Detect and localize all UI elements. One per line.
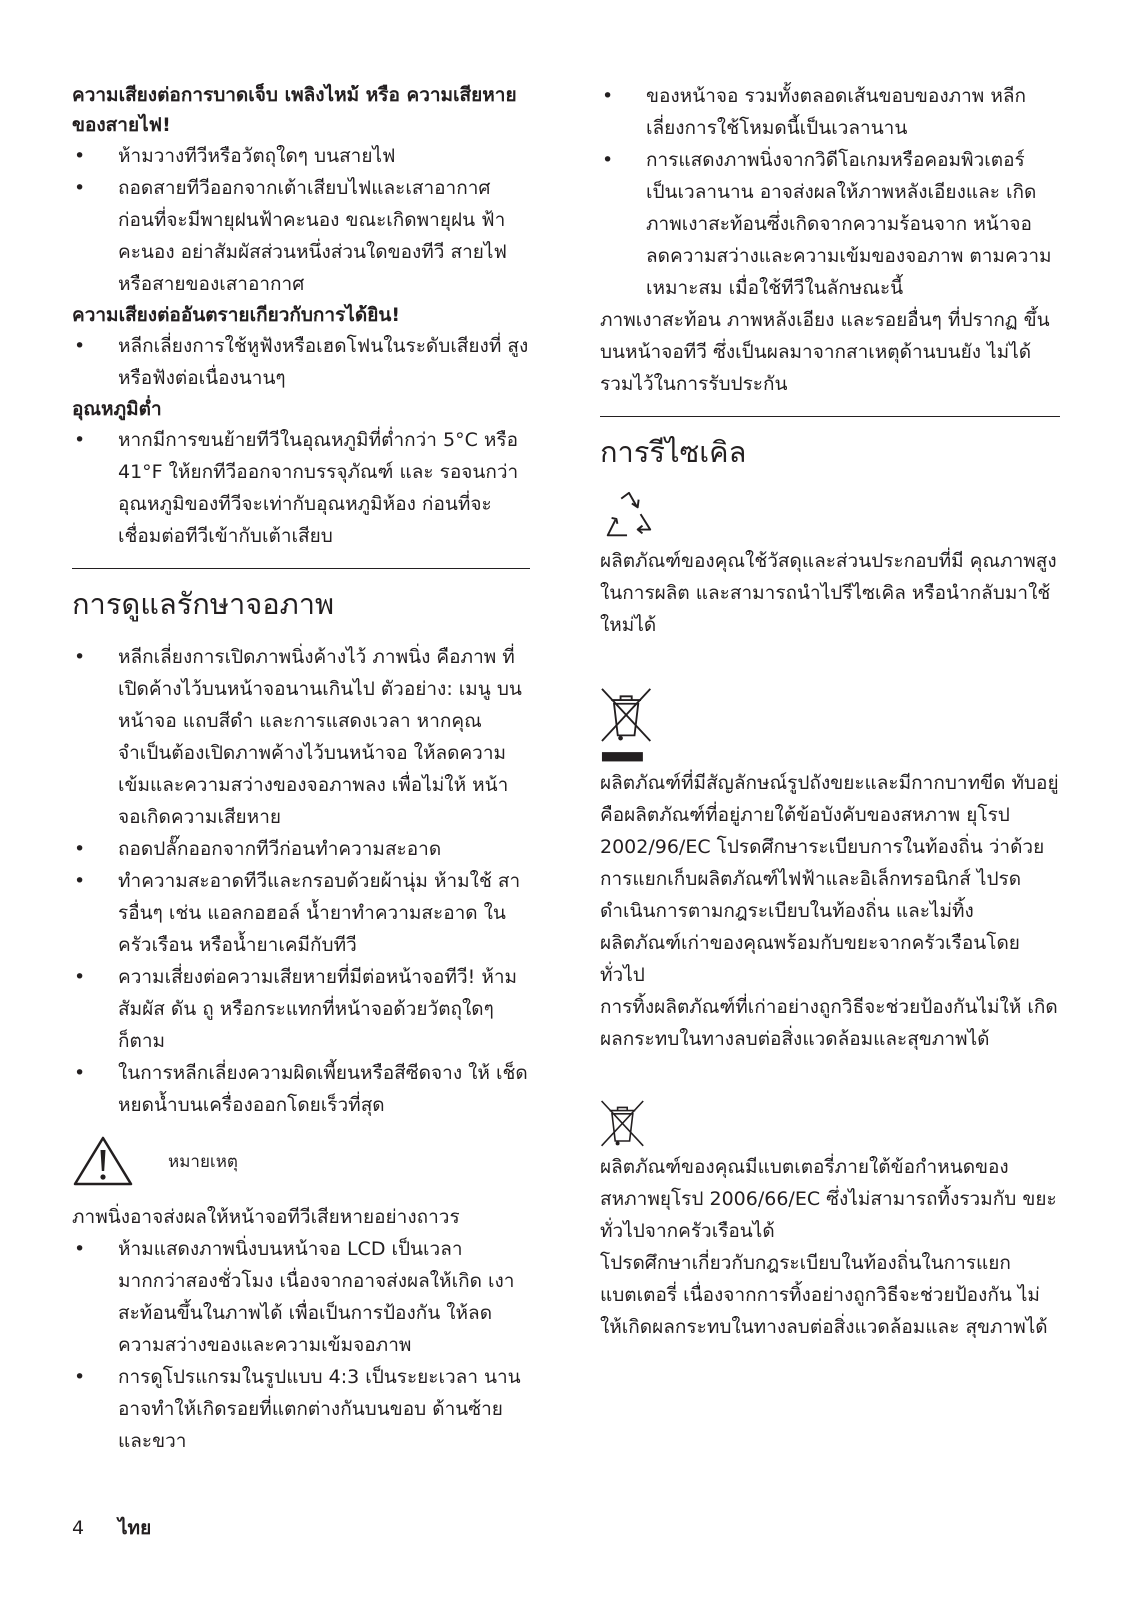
continued-list: [600, 80, 1060, 304]
note-label: หมายเหตุ: [168, 1151, 238, 1172]
note-box: [72, 1135, 530, 1187]
bullet-item: • ของหน้าจอ รวมทั้งตลอดเส้นขอบของภาพ หลีกเลี่ยงการใช้โหมดนี้เป็นเวลานาน: [600, 80, 1060, 144]
screen-care-list: [72, 641, 530, 1121]
battery-paragraph-2: โปรดศึกษาเกี่ยวกับกฎระเบียบในท้องถิ่นในการแยก แบตเตอรี่ เนื่องจากการทิ้งอย่างถูกวิธีจะช่วยป้องกัน ไม่ให้เกิดผลกระทบในทางลบต่อสิ่งแวดล้อมและ สุขภาพได้: [600, 1252, 1048, 1338]
recycle-title: การรีไซเคิล: [600, 435, 747, 469]
warranty-paragraph: ภาพเงาสะท้อน ภาพหลังเอียง และรอยอื่นๆ ที่ปรากฏ ขึ้นบนหน้าจอทีวี ซึ่งเป็นผลมาจากสาเหตุด้านบนยัง ไม่ได้รวมไว้ในการรับประกัน: [600, 309, 1050, 395]
bullet-item: • การแสดงภาพนิ่งจากวิดีโอเกมหรือคอมพิวเตอร์ เป็นเวลานาน อาจส่งผลให้ภาพหลังเอียงและ เกิดภาพเงาสะท้อนซึ่งเกิดจากความร้อนจาก หน้าจอ ลดความสว่างและความเข้มของจอภาพ ตามความเหมาะสม เมื่อใช้ทีวีในลักษณะนี้: [600, 144, 1060, 304]
weee-paragraph-1: ผลิตภัณฑ์ที่มีสัญลักษณ์รูปถังขยะและมีกากบาทขีด ทับอยู่ คือผลิตภัณฑ์ที่อยู่ภายใต้ข้อบังคับของสหภาพ ยุโรป 2002/96/EC โปรดศึกษาระเบียบการในท้องถิ่น ว่าด้วยการแยกเก็บผลิตภัณฑ์ไฟฟ้าและอิเล็กทรอนิกส์ ไปรดดำเนินการตามกฎระเบียบในท้องถิ่น และไม่ทิ้ง ผลิตภัณฑ์เก่าของคุณพร้อมกับขยะจากครัวเรือนโดย ทั่วไป: [600, 772, 1059, 986]
note-list: [72, 1233, 530, 1457]
hearing-heading: ความเสียงต่ออันตรายเกียวกับการได้ยิน!: [72, 304, 400, 326]
section-divider: [72, 568, 530, 569]
bullet-item: • หลีกเลี่ยงการใช้หูฟังหรือเฮดโฟนในระดับเสียงที่ สูงหรือฟังต่อเนื่องนานๆ: [72, 330, 530, 394]
warn-injury-list: [72, 140, 530, 300]
bullet-item: • ในการหลีกเลี่ยงความผิดเพี้ยนหรือสีซีดจาง ให้ เช็ดหยดน้ำบนเครื่องออกโดยเร็วที่สุด: [72, 1057, 530, 1121]
recycle-icon: [600, 489, 656, 545]
left-column: [72, 80, 530, 1457]
note-intro: ภาพนิ่งอาจส่งผลให้หน้าจอทีวีเสียหายอย่างถาวร: [72, 1206, 460, 1228]
bullet-item: • หากมีการขนย้ายทีวีในอุณหภูมิที่ต่ำกว่า 5°C หรือ 41°F ให้ยกทีวีออกจากบรรจุภัณฑ์ และ รอจนกว่าอุณหภูมิของทีวีจะเท่ากับอุณหภูมิห้อง ก่อนที่จะเชื่อมต่อทีวีเข้ากับเต้าเสียบ: [72, 424, 530, 552]
hearing-list: [72, 330, 530, 394]
bullet-item: • หลีกเลี่ยงการเปิดภาพนิ่งค้างไว้ ภาพนิ่ง คือภาพ ที่เปิดค้างไว้บนหน้าจอนานเกินไป ตัวอย่าง: เมนู บนหน้าจอ แถบสีดำ และการแสดงเวลา หากคุณ จำเป็นต้องเปิดภาพค้างไว้บนหน้าจอ ให้ลดความ เข้มและความสว่างของจอภาพลง เพื่อไม่ให้ หน้าจอเกิดความเสียหาย: [72, 641, 530, 833]
right-column: [600, 80, 1060, 1343]
section-divider: [600, 416, 1060, 417]
warn-injury-heading: ความเสียงต่อการบาดเจ็บ เพลิงไหม้ หรือ ความเสียหายของสายไฟ!: [72, 84, 517, 136]
bullet-item: • ถอดปลั๊กออกจากทีวีก่อนทำความสะอาด: [72, 833, 530, 865]
bullet-item: • การดูโปรแกรมในรูปแบบ 4:3 เป็นระยะเวลา นานอาจทำให้เกิดรอยที่แตกต่างกันบนขอบ ด้านซ้ายและขวา: [72, 1361, 530, 1457]
low-temp-heading: อุณหภูมิต่ำ: [72, 398, 162, 420]
bullet-item: • ความเสี่ยงต่อความเสียหายที่มีต่อหน้าจอทีวี! ห้าม สัมผัส ดัน ถู หรือกระแทกที่หน้าจอด้วยวัตถุใดๆ ก็ตาม: [72, 961, 530, 1057]
crossed-battery-bin-icon: [600, 1099, 648, 1151]
page-number: 4: [72, 1517, 85, 1539]
bullet-item: • ทำความสะอาดทีวีและกรอบด้วยผ้านุ่ม ห้ามใช้ สารอื่นๆ เช่น แอลกอฮอล์ น้ำยาทำความสะอาด ในครัวเรือน หรือน้ำยาเคมีกับทีวี: [72, 865, 530, 961]
page-language: ไทย: [118, 1517, 152, 1539]
warning-triangle-icon: [72, 1135, 134, 1187]
bullet-item: • ห้ามแสดงภาพนิ่งบนหน้าจอ LCD เป็นเวลา มากกว่าสองชั่วโมง เนื่องจากอาจส่งผลให้เกิด เงาสะท้อนขึ้นในภาพได้ เพื่อเป็นการป้องกัน ให้ลดความสว่างของและความเข้มจอภาพ: [72, 1233, 530, 1361]
low-temp-list: [72, 424, 530, 552]
screen-care-title: การดูแลรักษาจอภาพ: [72, 587, 335, 621]
page-footer: [72, 1513, 151, 1543]
battery-paragraph-1: ผลิตภัณฑ์ของคุณมีแบตเตอรี่ภายใต้ข้อกำหนดของ สหภาพยุโรป 2006/66/EC ซึ่งไม่สามารถทิ้งรวมกับ ขยะทั่วไปจากครัวเรือนได้: [600, 1156, 1057, 1242]
bullet-item: • ห้ามวางทีวีหรือวัตถุใดๆ บนสายไฟ: [72, 140, 530, 172]
bullet-item: • ถอดสายทีวีออกจากเต้าเสียบไฟและเสาอากาศ ก่อนที่จะมีพายุฝนฟ้าคะนอง ขณะเกิดพายุฝน ฟ้าคะนอง อย่าสัมผัสส่วนหนึ่งส่วนใดของทีวี สายไฟ หรือสายของเสาอากาศ: [72, 172, 530, 300]
weee-paragraph-2: การทิ้งผลิตภัณฑ์ที่เก่าอย่างถูกวิธีจะช่วยป้องกันไม่ให้ เกิดผลกระทบในทางลบต่อสิ่งแวดล้อมและสุขภาพได้: [600, 996, 1058, 1050]
crossed-bin-icon: [600, 687, 656, 767]
recycle-paragraph: ผลิตภัณฑ์ของคุณใช้วัสดุและส่วนประกอบที่มี คุณภาพสูงในการผลิต และสามารถนำไปรีไซเคิล หรือนำกลับมาใช้ใหม่ได้: [600, 550, 1057, 636]
